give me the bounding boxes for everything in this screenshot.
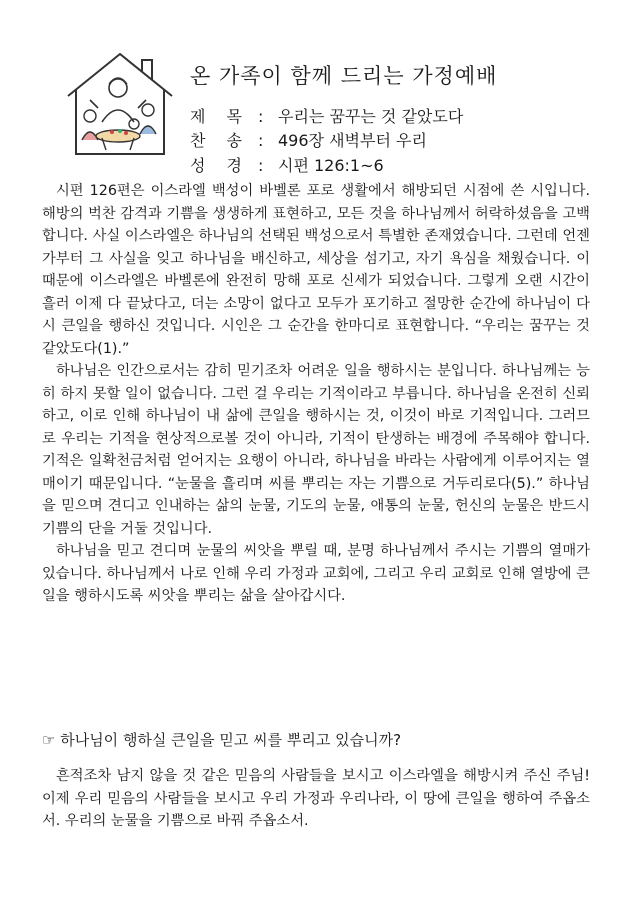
body-paragraph: 하나님을 믿고 견디며 눈물의 씨앗을 뿌릴 때, 분명 하나님께서 주시는 기쁨의 열매가 있습니다. 하나님께서 나로 인해 우리 가정과 교회에, 그리고 우리 교회로 인해 열방에 큰일을 행하시도록 씨앗을 뿌리는 삶을 살아갑시다.: [42, 543, 590, 604]
sermon-body: [42, 180, 590, 608]
scripture-line: [190, 153, 590, 176]
page-title: 온 가족이 함께 드리는 가정예배: [190, 64, 498, 88]
subject-label: 제 목: [190, 107, 250, 126]
scripture-label: 성 경: [190, 156, 250, 175]
scripture-separator: :: [258, 156, 264, 175]
subject-separator: :: [258, 107, 264, 126]
subject-line: [190, 104, 590, 127]
hymn-value: 496장 새벽부터 우리: [278, 131, 427, 150]
body-paragraph: 시편 126편은 이스라엘 백성이 바벨론 포로 생활에서 해방되던 시점에 쓴 시입니다. 해방의 벅찬 감격과 기쁨을 생생하게 표현하고, 모든 것을 하나님께서 허락하셨음을 고백합니다. 사실 이스라엘은 하나님의 선택된 백성으로서 특별한 존재였습니다. 그런데 언젠가부터 그 사실을 잊고 하나님을 배신하고, 세상을 섬기고, 자기 욕심을 채웠습니다. 이 때문에 이스라엘은 바벨론에 완전히 망해 포로 신세가 되었습니다. 그렇게 오랜 시간이 흘러 이제 다 끝났다고, 더는 소망이 없다고 모두가 포기하고 절망한 순간에 하나님이 다시 큰일을 행하신 것입니다. 시인은 그 순간을 한마디로 표현합니다. “우리는 꿈꾸는 것 같았도다(1).”: [42, 183, 590, 357]
hymn-line: [190, 128, 590, 151]
hymn-separator: :: [258, 131, 264, 150]
reflection-question: ☞ 하나님이 행하실 큰일을 믿고 씨를 뿌리고 있습니까?: [42, 731, 402, 749]
hymn-label: 찬 송: [190, 131, 250, 150]
prayer-section: [42, 765, 590, 833]
subject-value: 우리는 꿈꾸는 것 같았도다: [278, 107, 464, 126]
prayer-text: 흔적조차 남지 않을 것 같은 믿음의 사람들을 보시고 이스라엘을 해방시켜 주신 주님! 이제 우리 믿음의 사람들을 보시고 우리 가정과 우리나라, 이 땅에 큰일을 행하여 주옵소서. 우리의 눈물을 기쁨으로 바꿔 주옵소서.: [42, 768, 590, 829]
scripture-value: 시편 126:1~6: [278, 156, 384, 175]
family-worship-illustration: [62, 50, 178, 162]
body-paragraph: 하나님은 인간으로서는 감히 믿기조차 어려운 일을 행하시는 분입니다. 하나님께는 능히 하지 못할 일이 없습니다. 그런 걸 우리는 기적이라고 부릅니다. 하나님을 온전히 신뢰하고, 이로 인해 하나님이 내 삶에 큰일을 행하시는 것, 이것이 바로 기적입니다. 그러므로 우리는 기적을 현상적으로볼 것이 아니라, 기적이 탄생하는 배경에 주목해야 합니다. 기적은 일확천금처럼 얻어지는 요행이 아니라, 하나님을 바라는 사람에게 이루어지는 열매이기 때문입니다. “눈물을 흘리며 씨를 뿌리는 자는 기쁨으로 거두리로다(5).” 하나님을 믿으며 견디고 인내하는 삶의 눈물, 기도의 눈물, 애통의 눈물, 헌신의 눈물은 반드시 기쁨의 단을 거둘 것입니다.: [42, 363, 590, 537]
